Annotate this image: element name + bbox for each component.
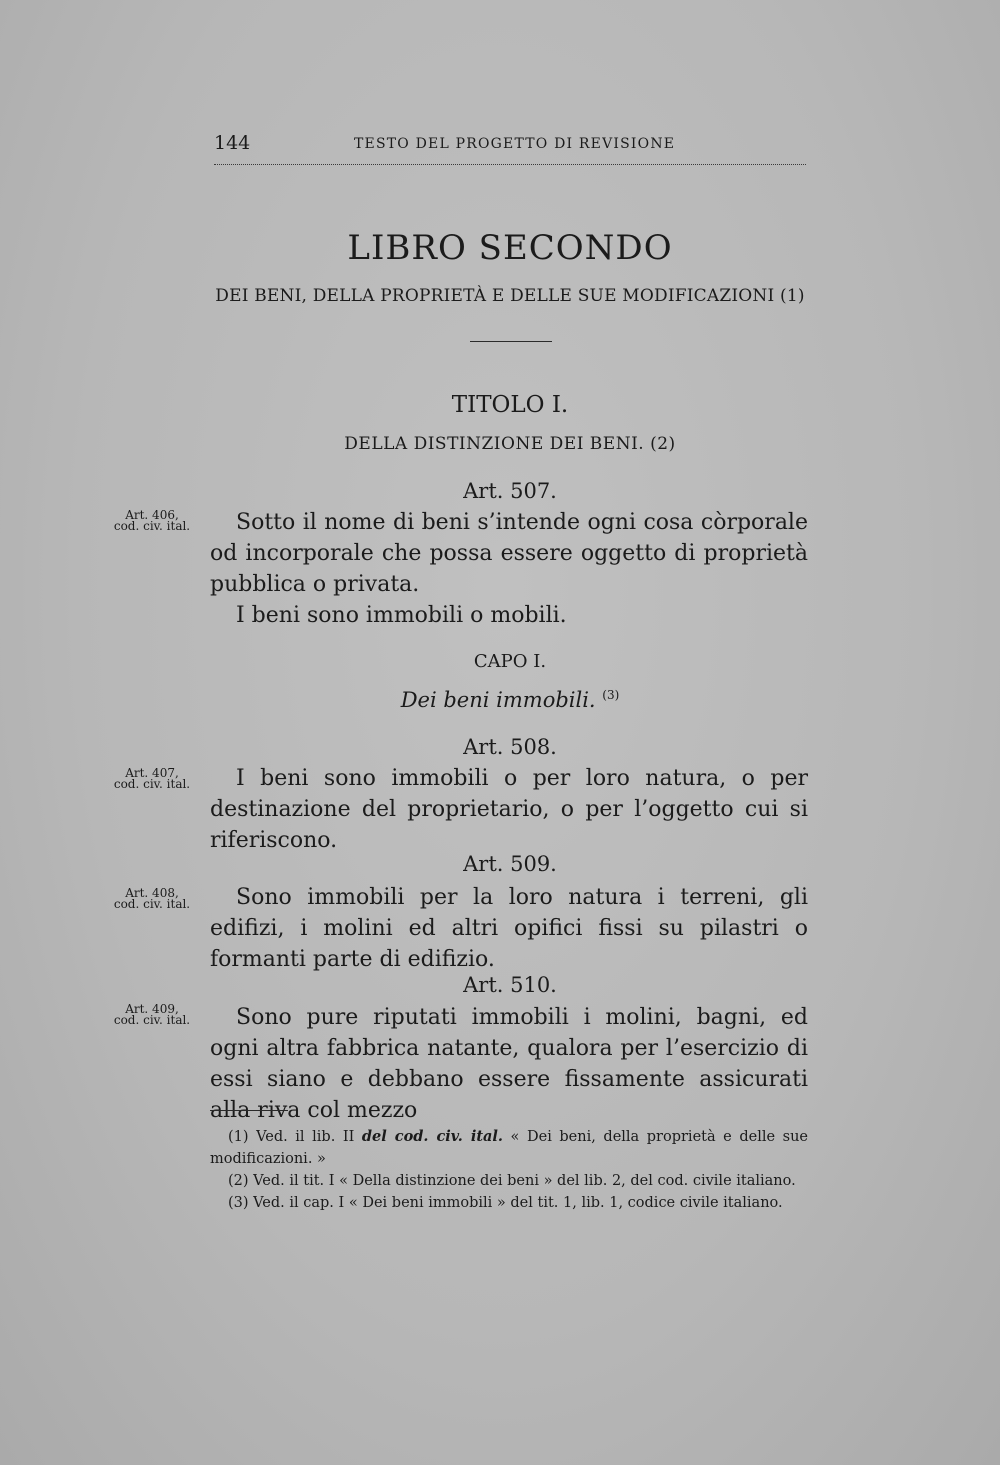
- footnote-divider: [210, 1110, 288, 1111]
- book-title: LIBRO SECONDO: [347, 228, 673, 268]
- margin-note-line: Art. 409,: [125, 1002, 179, 1016]
- margin-note-line: cod. civ. ital.: [113, 777, 191, 791]
- margin-note: [96, 888, 208, 910]
- margin-note: [96, 768, 208, 790]
- footnote: [210, 1192, 808, 1214]
- footnote: [210, 1170, 808, 1192]
- article-paragraph: Sono immobili per la loro natura i terreni, gli edifizi, i molini ed altri opifici fissi su pilastri o formanti parte di edifizio.: [210, 885, 808, 972]
- running-title: TESTO DEL PROGETTO DI REVISIONE: [354, 136, 676, 152]
- margin-note: [96, 1004, 208, 1026]
- margin-note-line: Art. 407,: [125, 766, 179, 780]
- titolo-heading: TITOLO I.: [451, 392, 569, 418]
- margin-note-line: Art. 406,: [125, 508, 179, 522]
- titolo-subtitle: DELLA DISTINZIONE DEI BENI. (2): [344, 434, 676, 454]
- margin-note-line: Art. 408,: [125, 886, 179, 900]
- capo-subtitle-text: Dei beni immobili.: [400, 688, 596, 712]
- capo-heading: CAPO I.: [473, 651, 547, 672]
- margin-note-line: cod. civ. ital.: [113, 897, 191, 911]
- footnote: [210, 1126, 808, 1170]
- page-number: 144: [214, 132, 251, 154]
- article-paragraph: I beni sono immobili o per loro natura, o per destinazione del proprietario, o per l’oggetto cui si riferiscono.: [210, 766, 808, 853]
- margin-note-line: cod. civ. ital.: [113, 1013, 191, 1027]
- article-heading: Art. 509.: [463, 852, 557, 876]
- footnote-text: (2) Ved. il tit. I « Della distinzione dei beni » del lib. 2, del cod. civile italiano.: [228, 1173, 796, 1189]
- footnotes: [210, 1126, 808, 1214]
- book-subtitle: DEI BENI, DELLA PROPRIETÀ E DELLE SUE MODIFICAZIONI (1): [215, 286, 805, 306]
- article-paragraph: I beni sono immobili o mobili.: [236, 603, 567, 628]
- article-paragraph: Sotto il nome di beni s’intende ogni cosa còrporale od incorporale che possa essere oggetto di proprietà pubblica o privata.: [210, 510, 808, 597]
- footnote-text: (3) Ved. il cap. I « Dei beni immobili » del tit. 1, lib. 1, codice civile italiano.: [228, 1195, 783, 1211]
- article-paragraph: Sono pure riputati immobili i molini, bagni, ed ogni altra fabbrica natante, qualora per l’esercizio di essi siano e debbano essere fissamente assicurati alla riva col mezzo: [210, 1005, 808, 1123]
- footnote-ref: (3): [602, 688, 620, 702]
- footnote-emphasis: del cod. civ. ital.: [361, 1128, 503, 1145]
- article-heading: Art. 510.: [463, 973, 557, 997]
- margin-note-line: cod. civ. ital.: [113, 519, 191, 533]
- article-heading: Art. 507.: [463, 479, 557, 503]
- page-header: [214, 132, 806, 165]
- section-divider: [470, 341, 552, 342]
- footnote-text: (1) Ved. il lib. II: [228, 1129, 362, 1145]
- article-heading: Art. 508.: [463, 735, 557, 759]
- footnote-text: « Dei beni, della proprietà e delle sue modificazioni. »: [210, 1129, 808, 1167]
- capo-subtitle: [214, 688, 806, 712]
- margin-note: [96, 510, 208, 532]
